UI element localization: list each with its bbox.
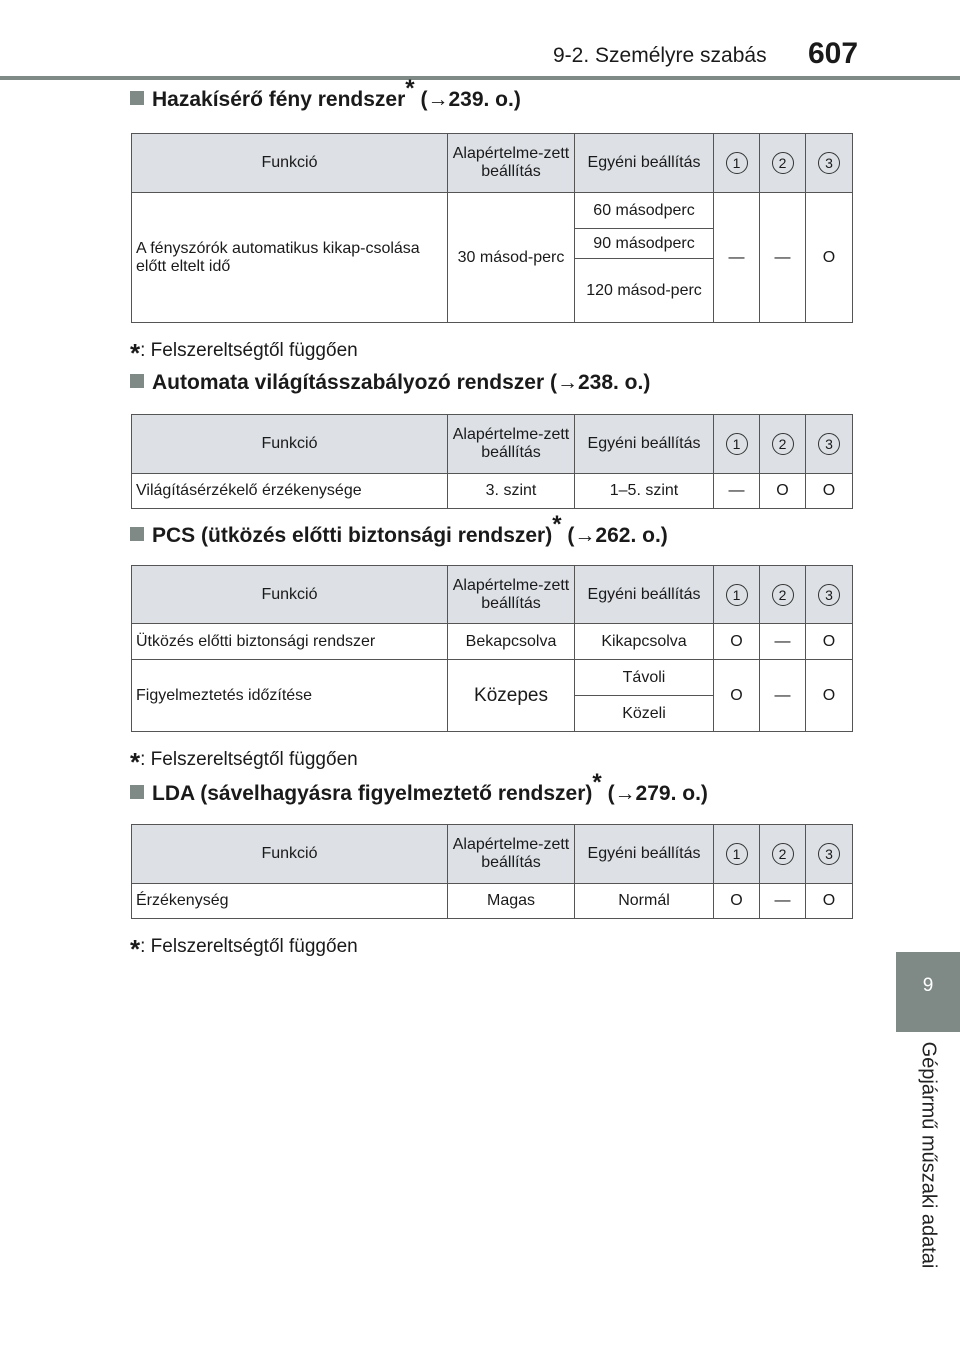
bullet-square-icon xyxy=(130,374,144,388)
bullet-square-icon xyxy=(130,785,144,799)
table-cell-option: 120 másod-perc xyxy=(575,259,714,323)
settings-table-pcs: Funkció Alapértelme-zett beállítás Egyéni beállítás 1 2 3 Ütközés előtti biztonsági rendszer Bekapcsolva Kikapcsolva O — O Figyelmeztetés időzítése Közepes Távoli O — O Közeli xyxy=(131,565,853,732)
circled-number-3: 3 xyxy=(818,584,840,606)
table-cell-default: 30 másod-perc xyxy=(448,193,575,323)
footnote: *: Felszereltségtől függően xyxy=(130,747,358,777)
footnote: *: Felszereltségtől függően xyxy=(130,934,358,964)
footnote: *: Felszereltségtől függően xyxy=(130,338,358,368)
running-header-section: 9-2. Személyre szabás xyxy=(553,44,767,67)
page-number: 607 xyxy=(808,37,859,70)
circled-number-1: 1 xyxy=(726,843,748,865)
circled-number-1: 1 xyxy=(726,433,748,455)
settings-table-automata: Funkció Alapértelme-zett beállítás Egyéni beállítás 1 2 3 Világításérzékelő érzékenysége 3. szint 1–5. szint — O O xyxy=(131,414,853,509)
settings-table-lda: Funkció Alapértelme-zett beállítás Egyéni beállítás 1 2 3 Érzékenység Magas Normál O — O xyxy=(131,824,853,919)
table-cell-function: A fényszórók automatikus kikap-csolása előtt eltelt idő xyxy=(132,193,448,323)
chapter-tab: 9 xyxy=(896,952,960,1032)
circled-number-2: 2 xyxy=(772,433,794,455)
circled-number-2: 2 xyxy=(772,584,794,606)
section-heading-hazakisero: Hazakísérő fény rendszer* (→239. o.) xyxy=(130,88,521,112)
circled-number-3: 3 xyxy=(818,843,840,865)
table-cell-option: 60 másodperc xyxy=(575,193,714,229)
circled-number-2: 2 xyxy=(772,152,794,174)
bullet-square-icon xyxy=(130,527,144,541)
section-heading-lda: LDA (sávelhagyásra figyelmeztető rendszer)* (→279. o.) xyxy=(130,782,708,806)
section-heading-pcs: PCS (ütközés előtti biztonsági rendszer)* (→262. o.) xyxy=(130,524,668,548)
chapter-side-label: Gépjármű műszaki adatai xyxy=(917,1041,940,1269)
circled-number-1: 1 xyxy=(726,152,748,174)
settings-table-hazakisero: Funkció Alapértelme-zett beállítás Egyéni beállítás 1 2 3 A fényszórók automatikus kikap-csolása előtt eltelt idő 30 másod-perc 60 másodperc — — O 90 másodperc 120 másod-perc xyxy=(131,133,853,323)
circled-number-3: 3 xyxy=(818,152,840,174)
header-rule xyxy=(0,76,960,80)
circled-number-2: 2 xyxy=(772,843,794,865)
table-cell-option: 90 másodperc xyxy=(575,229,714,259)
circled-number-3: 3 xyxy=(818,433,840,455)
bullet-square-icon xyxy=(130,91,144,105)
circled-number-1: 1 xyxy=(726,584,748,606)
section-heading-automata: Automata világításszabályozó rendszer (→238. o.) xyxy=(130,371,650,395)
